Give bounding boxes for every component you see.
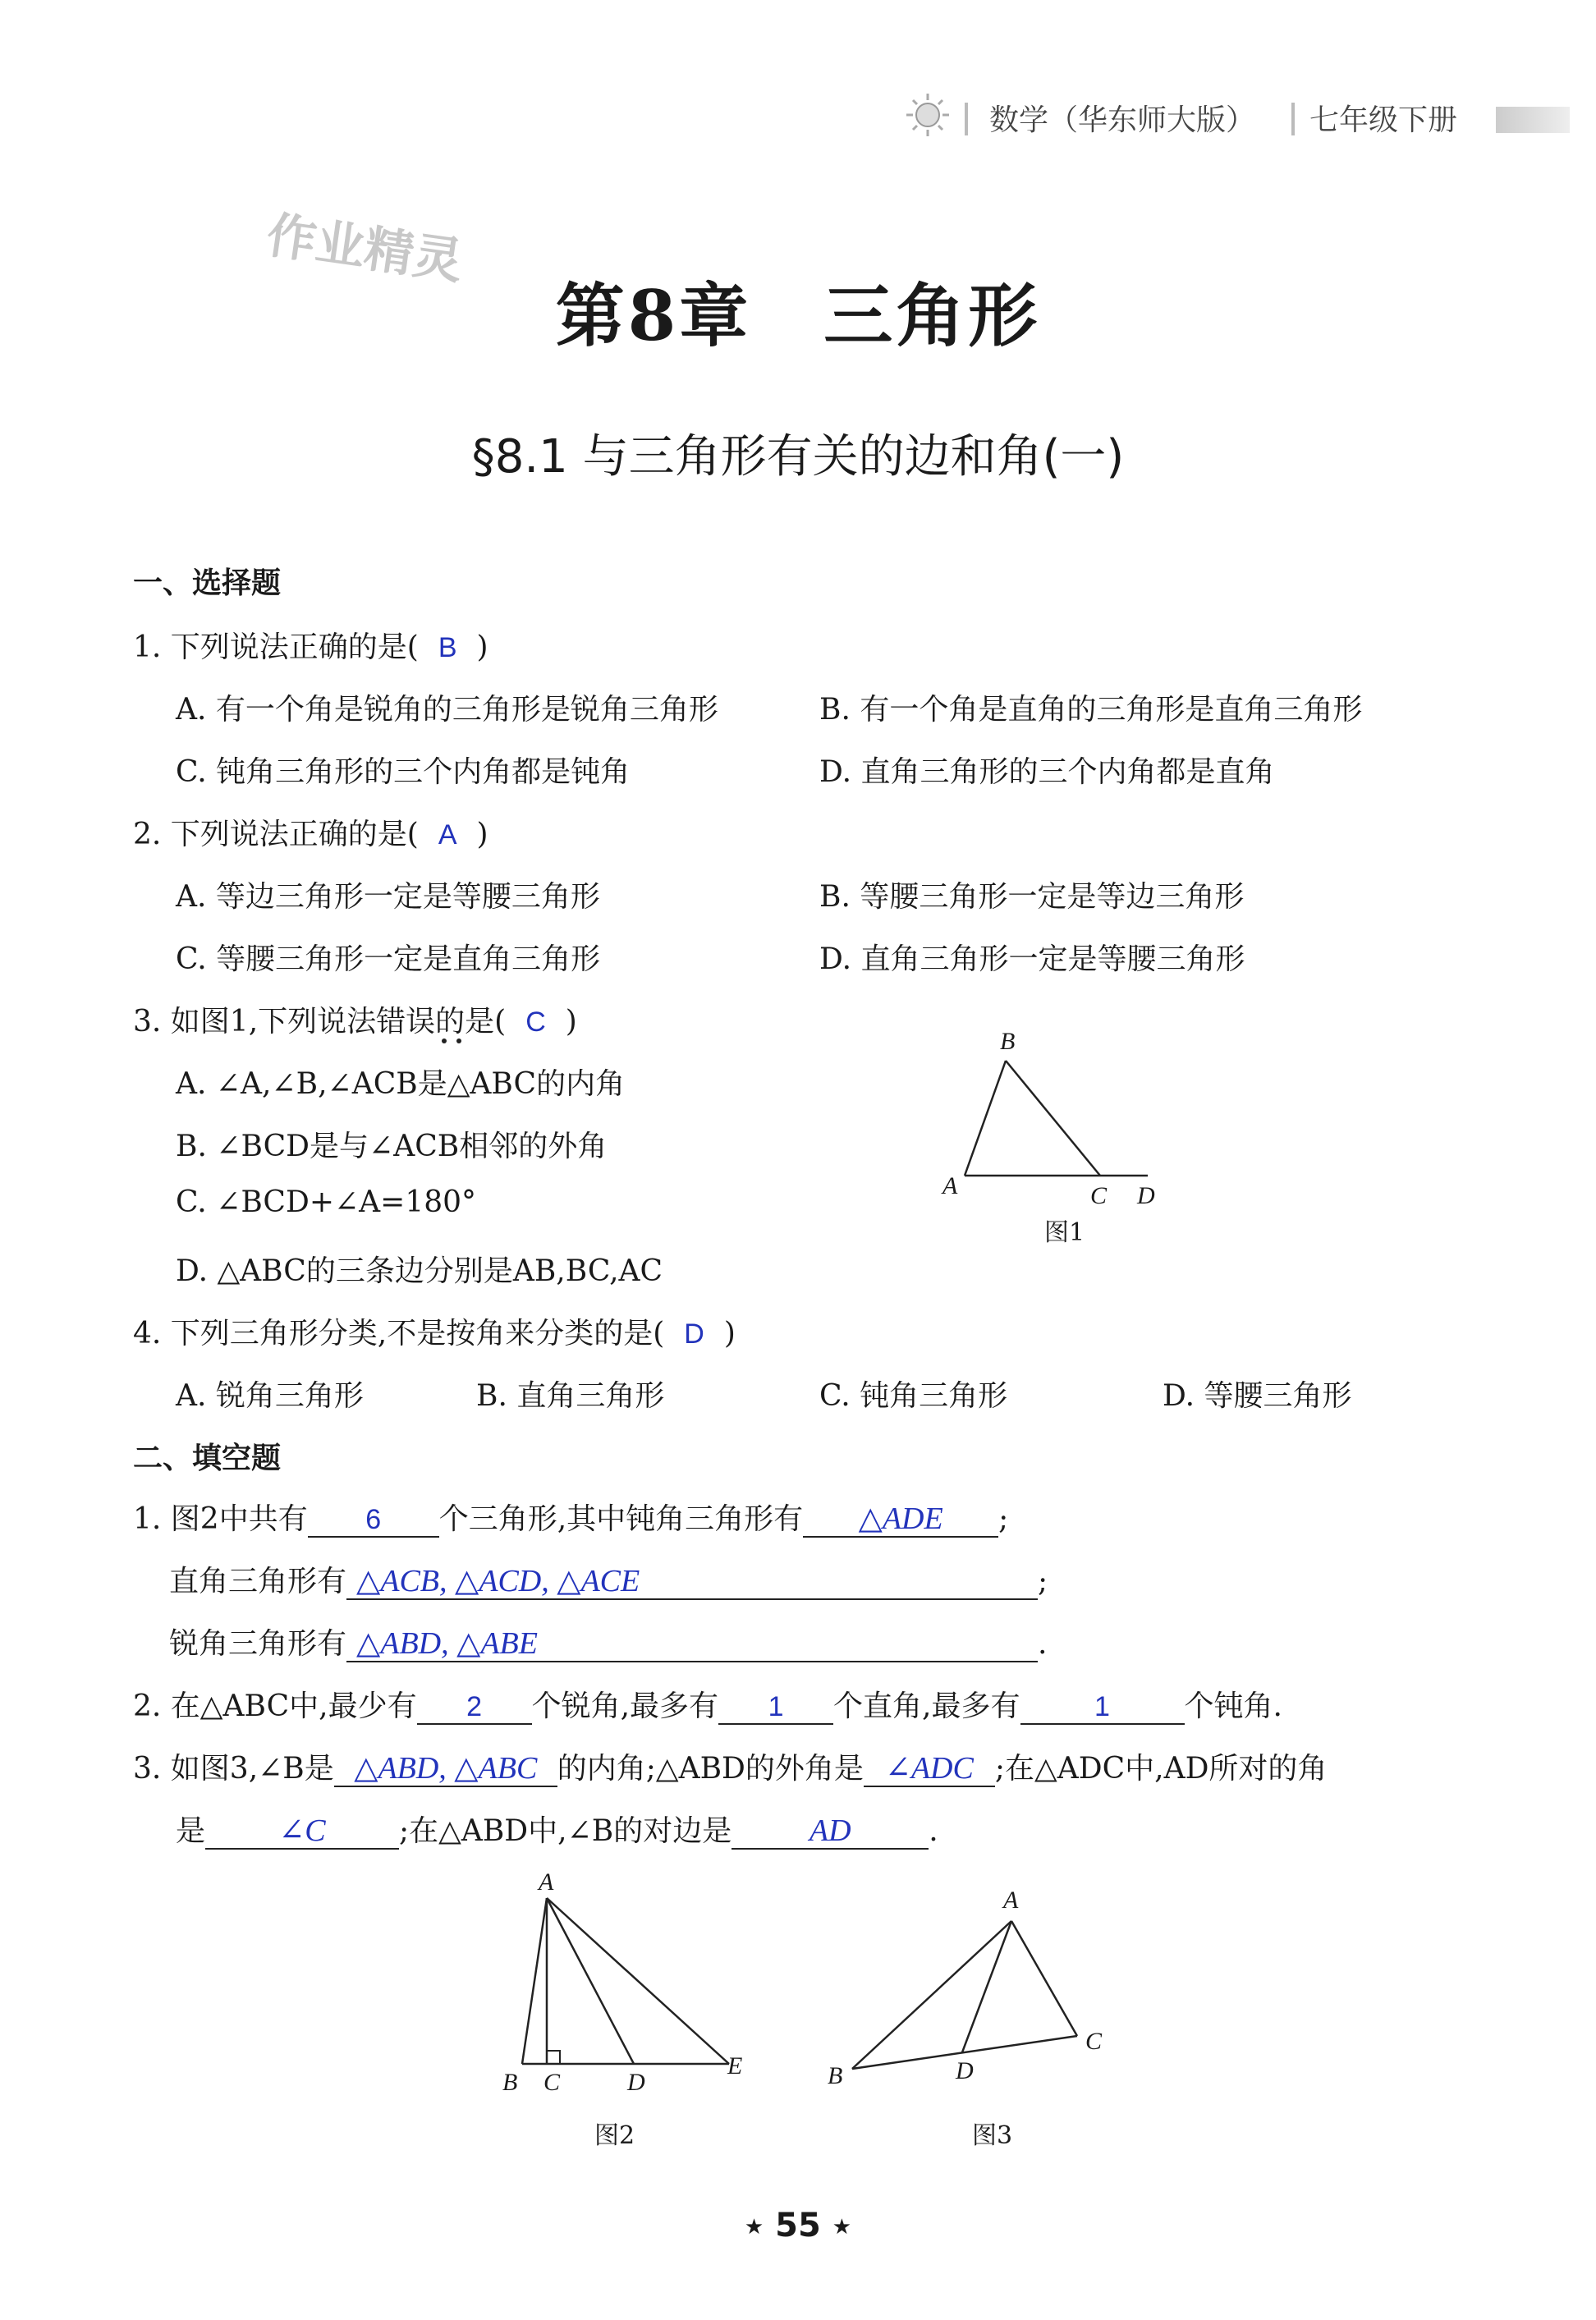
chapter-title: 第8章 三角形: [555, 275, 1041, 356]
fill-q1-line2: 直角三角形有 △ACB, △ACD, △ACE ;: [169, 1564, 1048, 1598]
q3-answer: C: [525, 1006, 546, 1038]
fig3-caption: 图3: [972, 2121, 1013, 2150]
emphasis-dot: [456, 1038, 461, 1043]
page-number: [0, 2207, 1596, 2244]
fig3-segment-ad: [962, 1921, 1011, 2052]
header-grade: 七年级下册: [1309, 103, 1458, 137]
emphasis-dot: [442, 1038, 447, 1043]
fill-q1-line1: 1. 图2中共有 6 个三角形,其中钝角三角形有 △ADE ;: [133, 1502, 1009, 1536]
q1-answer: B: [438, 632, 457, 663]
fig2-label-a: A: [539, 1868, 554, 1896]
q1-option-b: B. 有一个角是直角的三角形是直角三角形: [819, 693, 1363, 727]
fig3-label-c: C: [1085, 2028, 1103, 2055]
fig3-segment-ac: [1011, 1921, 1077, 2036]
fill-q3-answer-1: △ABD, △ABC: [354, 1751, 538, 1786]
fill-q3-line1: 3. 如图3,∠B是 △ABD, △ABC 的内角;△ABD的外角是 ∠ADC ;在△ADC中,AD所对的角: [133, 1751, 1328, 1786]
fill-q1-answer-3: △ACB, △ACD, △ACE: [356, 1564, 640, 1598]
q1-option-a: A. 有一个角是锐角的三角形是锐角三角形: [176, 693, 718, 727]
figure-2: [493, 1888, 755, 2085]
header-bar: [1496, 107, 1570, 133]
figure-3: [821, 1888, 1117, 2085]
fig3-label-b: B: [828, 2062, 843, 2089]
fig1-label-a: A: [942, 1172, 958, 1199]
fig2-label-e: E: [727, 2052, 743, 2079]
q4-option-b: B. 直角三角形: [476, 1379, 665, 1413]
fill-q3-answer-2: ∠ADC: [884, 1751, 974, 1786]
q2-option-b: B. 等腰三角形一定是等边三角形: [819, 880, 1245, 914]
q3-option-c: C. ∠BCD+∠A=180°: [176, 1185, 477, 1219]
fig2-segment-ab: [522, 1898, 547, 2064]
page-number-value: 55: [775, 2207, 821, 2244]
fill-q3-line2: 是 ∠C ;在△ABD中,∠B的对边是 AD .: [176, 1813, 938, 1848]
q2-stem: 2. 下列说法正确的是( A ): [133, 818, 488, 851]
part1-heading: 一、选择题: [133, 566, 282, 600]
q1-option-d: D. 直角三角形的三个内角都是直角: [819, 755, 1275, 789]
fill-q1-answer-2: △ADE: [858, 1502, 943, 1536]
fig1-label-c: C: [1090, 1182, 1108, 1209]
q1-option-c: C. 钝角三角形的三个内角都是钝角: [176, 755, 631, 789]
fig2-label-c: C: [543, 2069, 561, 2096]
fill-q2-answer-1: 2: [466, 1691, 483, 1722]
q3-option-d: D. △ABC的三条边分别是AB,BC,AC: [176, 1254, 663, 1288]
fig2-segment-ad: [547, 1898, 634, 2064]
header-subject: 数学（华东师大版）: [989, 103, 1256, 137]
q4-answer: D: [684, 1318, 704, 1350]
fig3-label-d: D: [956, 2057, 974, 2084]
q4-stem: 4. 下列三角形分类,不是按角来分类的是( D ): [133, 1317, 736, 1350]
fill-q1-answer-1: 6: [365, 1504, 382, 1535]
q2-answer: A: [438, 819, 457, 851]
fill-q2-answer-3: 1: [1094, 1691, 1110, 1722]
header-divider: [1291, 103, 1295, 135]
q2-option-d: D. 直角三角形一定是等腰三角形: [819, 942, 1245, 976]
header-sun-icon: [903, 90, 952, 143]
fill-q2: 2. 在△ABC中,最少有 2 个锐角,最多有 1 个直角,最多有 1 个钝角.: [133, 1690, 1282, 1723]
q4-option-c: C. 钝角三角形: [819, 1379, 1008, 1413]
fig3-label-a: A: [1003, 1887, 1019, 1914]
fill-q2-answer-2: 1: [768, 1691, 784, 1722]
fig1-segment-ab: [965, 1061, 1006, 1176]
fig2-right-angle-mark: [547, 2051, 560, 2064]
fig1-label-b: B: [1000, 1028, 1016, 1055]
fig2-label-d: D: [627, 2069, 645, 2096]
fig2-caption: 图2: [594, 2121, 635, 2150]
star-icon: ★: [744, 2215, 764, 2240]
part2-heading: 二、填空题: [133, 1442, 282, 1475]
fig1-segment-bc: [1006, 1061, 1100, 1176]
fig2-segment-ae: [547, 1898, 729, 2064]
q4-option-d: D. 等腰三角形: [1163, 1379, 1352, 1413]
fig2-label-b: B: [502, 2069, 518, 2096]
fig1-label-d: D: [1137, 1182, 1155, 1209]
header-divider: [965, 103, 968, 135]
fill-q3-answer-4: AD: [809, 1813, 851, 1848]
fill-q1-answer-4: △ABD, △ABE: [356, 1626, 538, 1661]
q3-option-a: A. ∠A,∠B,∠ACB是△ABC的内角: [176, 1067, 626, 1101]
q1-stem: 1. 下列说法正确的是( B ): [133, 630, 488, 664]
fill-q3-answer-3: ∠C: [278, 1813, 326, 1848]
fill-q1-line3: 锐角三角形有 △ABD, △ABE .: [169, 1626, 1048, 1661]
q2-option-c: C. 等腰三角形一定是直角三角形: [176, 942, 601, 976]
section-title: §8.1 与三角形有关的边和角(一): [471, 430, 1125, 484]
watermark: 作业精灵: [263, 206, 467, 291]
fig1-caption: 图1: [1044, 1218, 1085, 1247]
q3-option-b: B. ∠BCD是与∠ACB相邻的外角: [176, 1130, 608, 1163]
fig3-segment-ab: [852, 1921, 1011, 2069]
q4-option-a: A. 锐角三角形: [176, 1379, 364, 1413]
star-icon: ★: [832, 2215, 852, 2240]
q3-stem: 3. 如图1,下列说法错误的是( C ): [133, 1005, 577, 1038]
q2-option-a: A. 等边三角形一定是等腰三角形: [176, 880, 600, 914]
